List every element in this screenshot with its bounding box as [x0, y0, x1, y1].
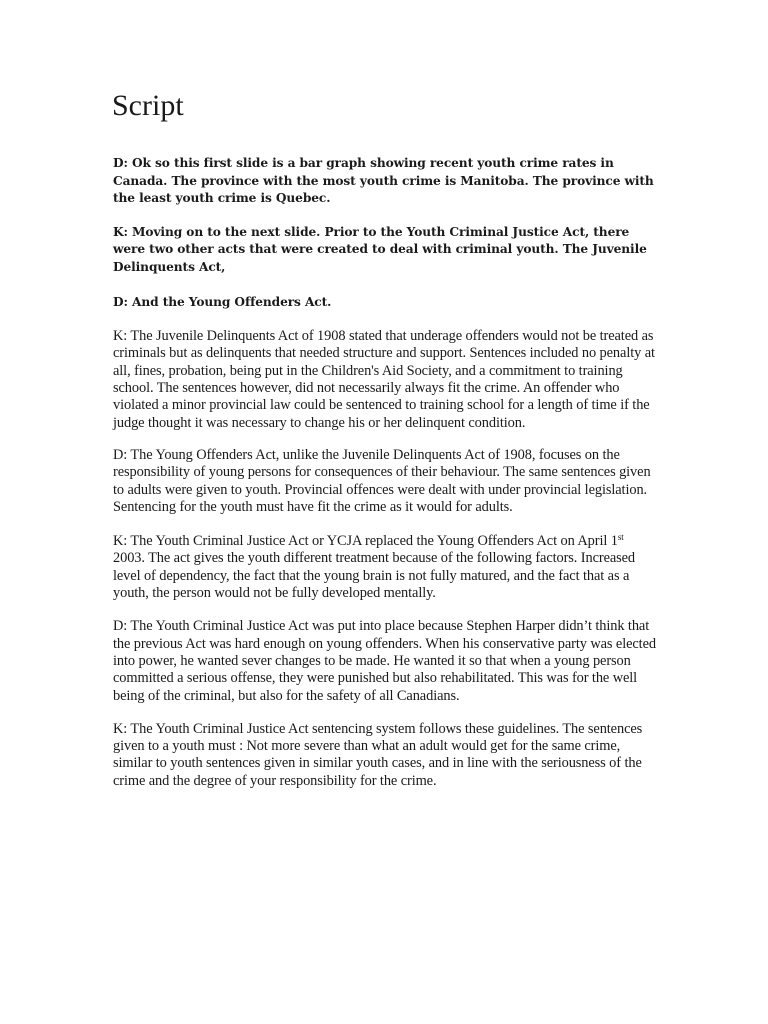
script-body: [113, 155, 658, 806]
paragraph-young-offenders-act: D: And the Young Offenders Act.: [113, 294, 332, 309]
paragraph-ycja-replacement: [113, 533, 658, 602]
paragraph-young-offenders-act-details: D: The Young Offenders Act, unlike the Juvenile Delinquents Act of 1908, focuses on the responsibility of young persons for consequences of their behaviour. The same sentences given to adults were given to youth. Provincial offences were dealt with under provincial legislation. Sentencing for the youth must have fit the crime as it would for adults.: [113, 446, 651, 515]
paragraph-juvenile-delinquents-act: K: The Juvenile Delinquents Act of 1908 stated that underage offenders would not be treated as criminals but as delinquents that needed structure and support. Sentences included no penalty at all, fines, probation, being put in the Children's Aid Society, and a commitment to training school. The sentences however, did not necessarily always fit the crime. An offender who violated a minor provincial law could be sentenced to training school for a length of time if the judge thought it was necessary to change his or her delinquent condition.: [113, 328, 655, 431]
paragraph-slide-one: D: Ok so this first slide is a bar graph showing recent youth crime rates in Canada. The province with the most youth crime is Manitoba. The province with the least youth crime is Quebec.: [113, 156, 654, 206]
paragraph-ycja-reason: D: The Youth Criminal Justice Act was put into place because Stephen Harper didn’t think that the previous Act was hard enough on young offenders. When his conservative party was elected into power, he wanted sever changes to be made. He wanted it so that when a young person committed a serious offense, they were punished but also rehabilitated. This was for the well being of the criminal, but also for the safety of all Canadians.: [113, 618, 656, 704]
ordinal-suffix: st: [617, 532, 624, 543]
paragraph-sentencing-guidelines: K: The Youth Criminal Justice Act sentencing system follows these guidelines. The sentences given to a youth must : Not more severe than what an adult would get for the same crime, similar to youth sentences given in similar youth cases, and in line with the seriousness of the crime and the degree of your responsibility for the crime.: [113, 720, 643, 789]
document-title: Script: [112, 89, 184, 122]
paragraph-next-slide: K: Moving on to the next slide. Prior to the Youth Criminal Justice Act, there were two other acts that were created to deal with criminal youth. The Juvenile Delinquents Act,: [113, 224, 647, 274]
paragraph-ycja-text-end: 2003. The act gives the youth different treatment because of the following factors. Increased level of dependency, the fact that the young brain is not fully matured, and the fact that as a youth, the person would not be fully developed mentally.: [113, 550, 636, 602]
paragraph-ycja-text-start: K: The Youth Criminal Justice Act or YCJA replaced the Young Offenders Act on April 1: [113, 533, 618, 550]
